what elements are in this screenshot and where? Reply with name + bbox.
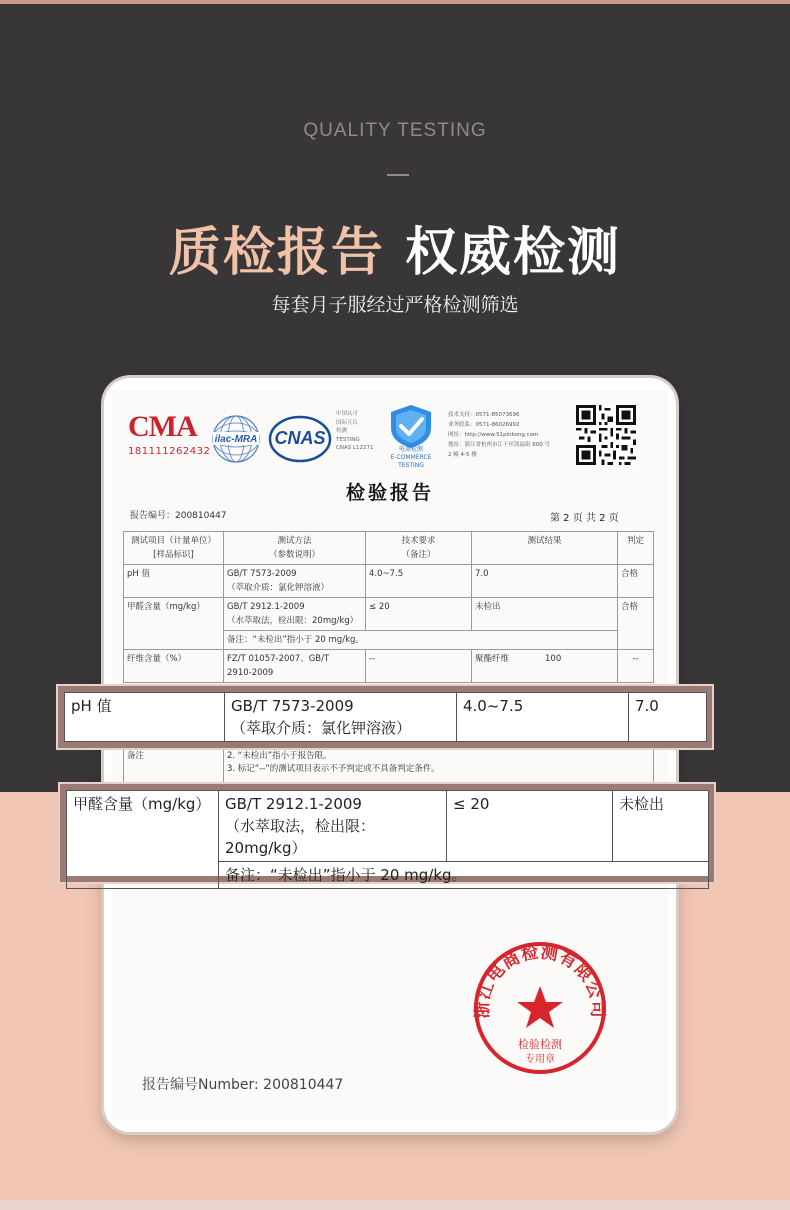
- cell-method: GB/T 7573-2009 （萃取介质：氯化钾溶液）: [224, 565, 366, 598]
- table-row-formaldehyde: [124, 598, 654, 631]
- cnas-wordmark: CNAS: [274, 428, 326, 448]
- accreditation-line: 中国认可: [336, 411, 359, 417]
- cell-method: FZ/T 01057-2007、GB/T 2910-2009: [224, 650, 366, 683]
- contact-line: 2 幢 4-5 楼: [448, 452, 477, 458]
- report-footer-number: 报告编号Number: 200810447: [142, 1077, 344, 1093]
- headline-accent-text: 质检报告: [168, 223, 385, 283]
- accreditation-line: 检测: [336, 428, 348, 434]
- cnas-logo: [268, 414, 332, 464]
- svg-text:浙江电商检测有限公司: 浙江电商检测有限公司: [472, 942, 608, 1019]
- remarks-content: [224, 749, 654, 784]
- accreditation-line: TESTING: [336, 436, 360, 443]
- zoom-cell-method: GB/T 7573-2009 （萃取介质：氯化钾溶液）: [225, 693, 457, 742]
- remarks-label: 备注: [124, 749, 224, 784]
- shield-label: [378, 446, 444, 470]
- table-row-ph: [124, 565, 654, 598]
- report-title: 检验报告: [345, 482, 434, 504]
- header-item: 测试项目（计量单位） [样品标识]: [124, 532, 224, 565]
- report-number: 报告编号：200810447: [130, 511, 227, 521]
- remarks-row: [124, 749, 654, 784]
- zoom-cell-note: 备注：“未检出”指小于 20 mg/kg。: [219, 862, 709, 889]
- cell-item: 纤维含量（%）: [124, 650, 224, 683]
- section-eyebrow: QUALITY TESTING: [303, 120, 487, 141]
- cell-requirement: --: [366, 650, 472, 683]
- cell-note: 备注：“未检出”指小于 20 mg/kg。: [224, 631, 618, 650]
- svg-text:专用章: 专用章: [525, 1054, 555, 1065]
- eyebrow-divider: [387, 174, 409, 176]
- contact-line: 业务联系：0571-86026992: [448, 422, 520, 428]
- table-row-fiber: [124, 650, 654, 683]
- zoom-row-formaldehyde: [67, 791, 709, 862]
- zoom-cell-requirement: ≤ 20: [447, 791, 613, 862]
- zoom-cell-item: pH 值: [65, 693, 225, 742]
- zoom-table-ph: [64, 692, 707, 742]
- section-headline: [0, 210, 790, 285]
- zoom-callout-ph: [58, 686, 712, 748]
- contact-line: 地址：浙江省杭州市江干区凯福街 600 号: [448, 442, 550, 448]
- cell-requirement: 4.0~7.5: [366, 565, 472, 598]
- headline-plain-text: 权威检测: [405, 223, 622, 283]
- shield-label-en: E-COMMERCE TESTING: [390, 454, 432, 469]
- table-header-row: [124, 532, 654, 565]
- remark-line: 2. “未检出”指小于报告限。: [227, 751, 332, 761]
- header-requirement: 技术要求 （备注）: [366, 532, 472, 565]
- cma-mark: CMA: [128, 410, 197, 443]
- header-verdict: 判定: [618, 532, 654, 565]
- cell-verdict: --: [618, 650, 654, 683]
- header-result: 测试结果: [472, 532, 618, 565]
- company-seal-icon: [470, 938, 610, 1078]
- svg-text:检验检测: 检验检测: [518, 1038, 562, 1051]
- cell-result: 7.0: [472, 565, 618, 598]
- cell-item: pH 值: [124, 565, 224, 598]
- zoom-cell-requirement: 4.0~7.5: [457, 693, 629, 742]
- cell-result: 聚酯纤维 100: [472, 650, 618, 683]
- remarks-table: [123, 748, 654, 784]
- zoom-cell-result: 未检出: [613, 791, 709, 862]
- qr-code-icon: [576, 405, 636, 465]
- cma-number: 181111262432: [128, 446, 211, 457]
- section-subhead: 每套月子服经过严格检测筛选: [271, 294, 519, 316]
- cell-item: 甲醛含量（mg/kg）: [124, 598, 224, 650]
- zoom-callout-formaldehyde: [60, 784, 714, 882]
- contact-line: 网址：http://www.51pinkong.com: [448, 432, 539, 438]
- cell-requirement: ≤ 20: [366, 598, 472, 631]
- svg-text:ilac-MRA: ilac-MRA: [214, 434, 258, 445]
- cell-result: 未检出: [472, 598, 618, 631]
- ilac-mra-logo-icon: [210, 414, 262, 464]
- cma-logo: [128, 410, 211, 460]
- accreditation-line: CNAS L12271: [336, 445, 374, 451]
- zoom-table-formaldehyde: [66, 790, 709, 889]
- remark-line: 3. 标记“--”的测试项目表示不予判定或不具备判定条件。: [227, 764, 440, 774]
- results-table: [123, 531, 654, 683]
- cell-verdict: 合格: [618, 565, 654, 598]
- cell-verdict: 合格: [618, 598, 654, 650]
- zoom-cell-item: 甲醛含量（mg/kg）: [67, 791, 219, 889]
- page-indicator: 第 2 页 共 2 页: [550, 513, 619, 524]
- contact-line: 技术支持：0571-85073696: [448, 412, 520, 418]
- zoom-cell-method: GB/T 2912.1-2009 （水萃取法，检出限：20mg/kg）: [219, 791, 447, 862]
- cell-method: GB/T 2912.1-2009 （水萃取法，检出限：20mg/kg）: [224, 598, 366, 631]
- zoom-cell-result: 7.0: [629, 693, 707, 742]
- accreditation-line: 国际互认: [336, 419, 359, 426]
- header-method: 测试方法 （参数说明）: [224, 532, 366, 565]
- zoom-row-ph: [65, 693, 707, 742]
- bottom-edge-strip: [0, 1200, 790, 1210]
- shield-label-cn: 电商检测: [398, 446, 423, 453]
- lab-contact-info: [448, 410, 573, 460]
